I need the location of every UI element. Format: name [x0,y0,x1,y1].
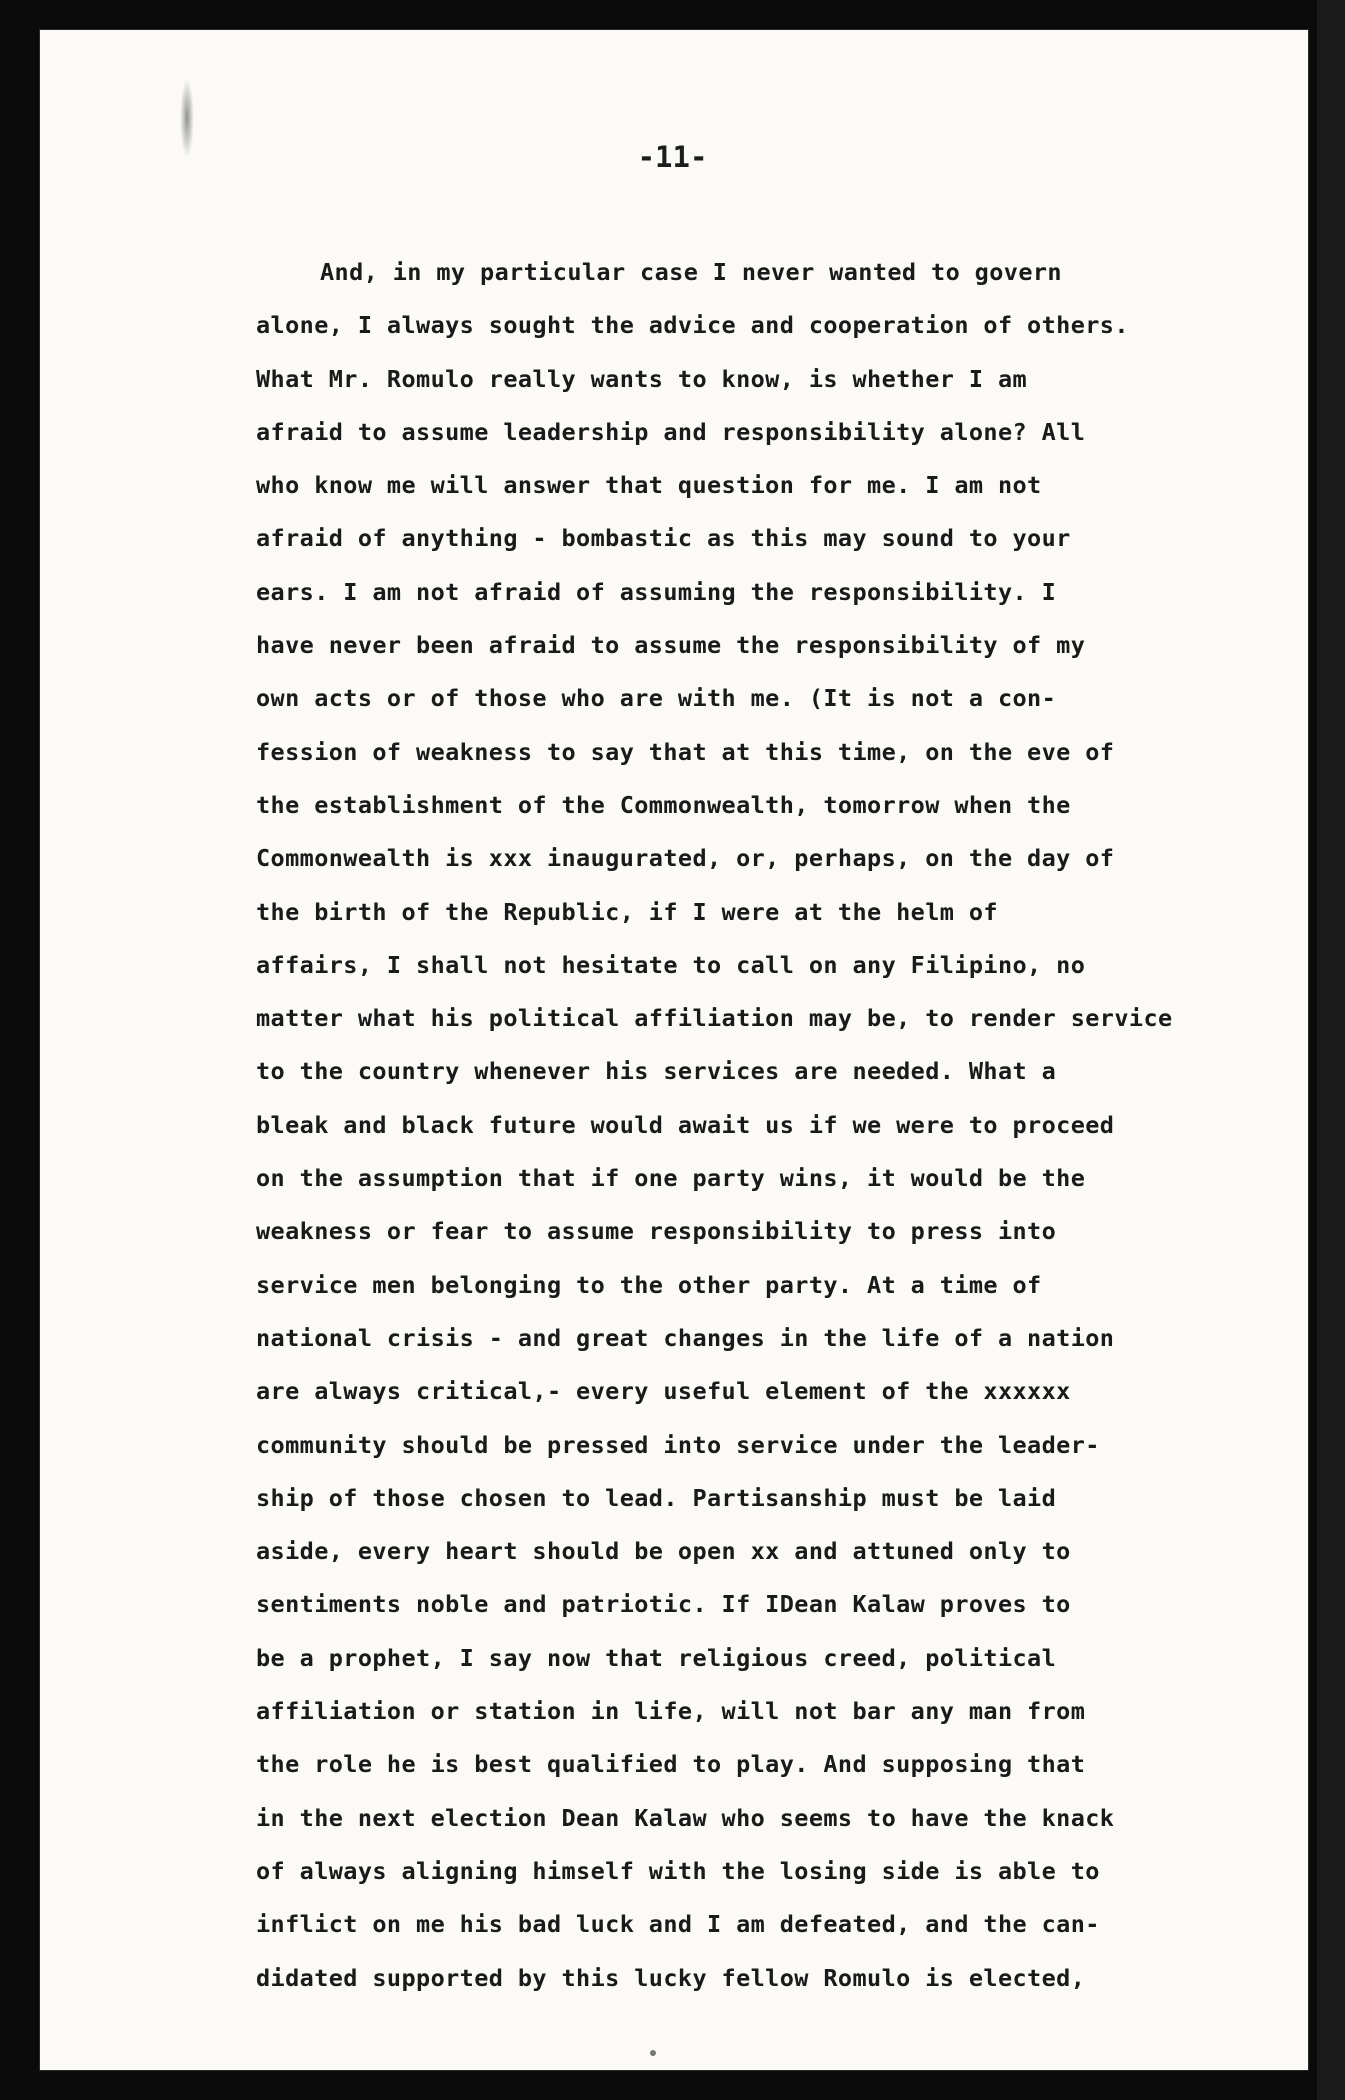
text-line: national crisis - and great changes in the life of a nation [256,1323,1115,1352]
text-line: have never been afraid to assume the responsibility of my [256,631,1086,660]
text-line: afraid of anything - bombastic as this may sound to your [256,524,1071,553]
text-line: bleak and black future would await us if we were to proceed [256,1110,1115,1139]
text-line: are always critical,- every useful element of the xxxxxx [256,1377,1071,1406]
text-line: the birth of the Republic, if I were at the helm of [256,897,998,926]
text-line: to the country whenever his services are needed. What a [256,1057,1057,1086]
text-line: be a prophet, I say now that religious creed, political [256,1643,1057,1672]
text-line: the establishment of the Commonwealth, tomorrow when the [256,790,1071,819]
text-line: sentiments noble and patriotic. If IDean Kalaw proves to [256,1590,1071,1619]
text-line: And, in my particular case I never wanted to govern [320,258,1062,286]
body-text [256,246,1256,2005]
text-line: service men belonging to the other party. At a time of [256,1270,1042,1299]
text-line: inflict on me his bad luck and I am defeated, and the can- [256,1910,1100,1939]
text-line: matter what his political affiliation may be, to render service [256,1004,1173,1033]
text-line: affiliation or station in life, will not bar any man from [256,1697,1086,1726]
text-line: community should be pressed into service under the leader- [256,1430,1100,1459]
text-line: of always aligning himself with the losing side is able to [256,1856,1100,1885]
text-line: the role he is best qualified to play. And supposing that [256,1750,1086,1779]
text-line: on the assumption that if one party wins, it would be the [256,1164,1086,1193]
text-line: who know me will answer that question for me. I am not [256,471,1042,500]
text-line: in the next election Dean Kalaw who seems to have the knack [256,1803,1115,1832]
text-line: alone, I always sought the advice and cooperation of others. [256,311,1129,340]
text-line: ship of those chosen to lead. Partisanship must be laid [256,1483,1057,1512]
text-line: affairs, I shall not hesitate to call on any Filipino, no [256,950,1086,979]
text-line: ears. I am not afraid of assuming the responsibility. I [256,577,1057,606]
text-line: own acts or of those who are with me. (It is not a con- [256,684,1057,713]
text-line: Commonwealth is xxx inaugurated, or, perhaps, on the day of [256,844,1115,873]
text-line: What Mr. Romulo really wants to know, is whether I am [256,364,1028,393]
paper-blemish [650,2050,656,2056]
text-line: weakness or fear to assume responsibility to press into [256,1217,1057,1246]
scan-border [1317,0,1345,2100]
text-line: fession of weakness to say that at this time, on the eve of [256,737,1115,766]
text-line: afraid to assume leadership and responsibility alone? All [256,417,1086,446]
text-line: didated supported by this lucky fellow Romulo is elected, [256,1963,1086,1992]
page-number: -11- [637,140,708,174]
text-line: aside, every heart should be open xx and attuned only to [256,1537,1071,1566]
